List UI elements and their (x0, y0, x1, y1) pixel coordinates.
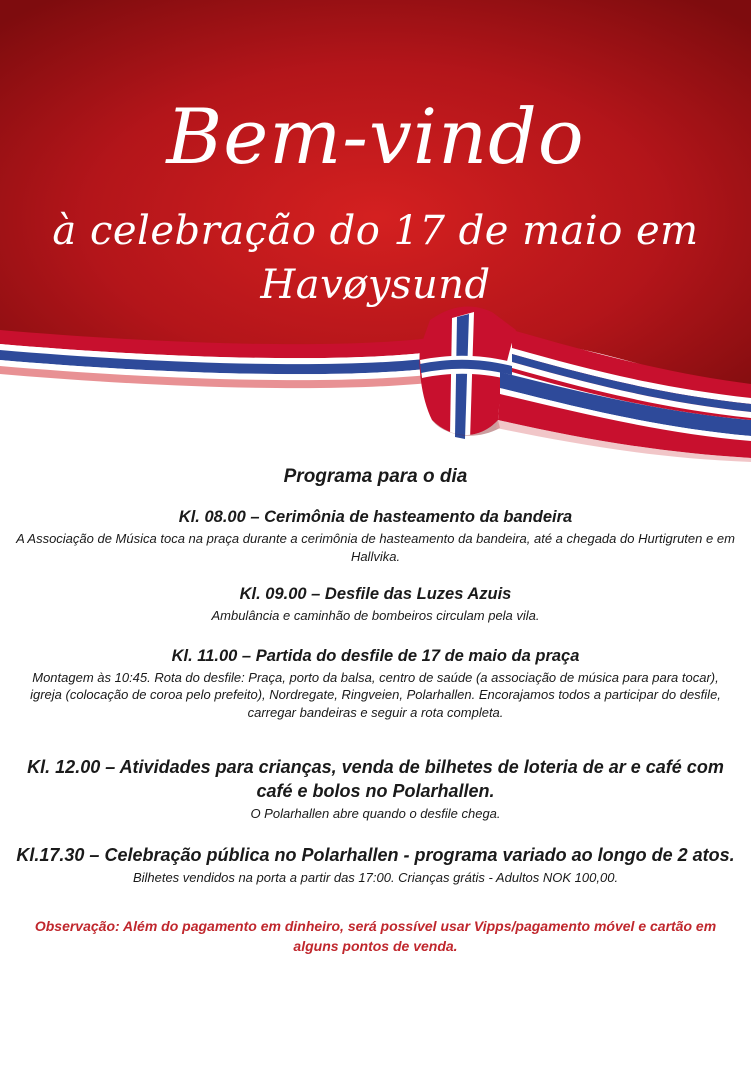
program-heading: Programa para o dia (283, 466, 468, 487)
event-description: O Polarhallen abre quando o desfile chega. (250, 806, 501, 821)
header-banner (0, 0, 751, 470)
program-section (0, 466, 751, 956)
payment-note: Observação: Além do pagamento em dinheiro, será possível usar Vipps/pagamento móvel e cartão em alguns pontos de venda. (34, 918, 717, 954)
event-title: Kl. 08.00 – Cerimônia de hasteamento da bandeira (178, 508, 573, 526)
red-background (0, 0, 751, 395)
welcome-subtitle-line1: à celebração do 17 de maio em (52, 208, 699, 254)
event-item (16, 755, 735, 823)
event-item (16, 583, 735, 625)
welcome-title: Bem-vindo (166, 92, 585, 181)
event-item (16, 506, 735, 565)
event-title: Kl.17.30 – Celebração pública no Polarhallen - programa variado ao longo de 2 atos. (16, 844, 735, 865)
welcome-subtitle-line2: Havøysund (260, 262, 491, 308)
event-item (16, 843, 735, 887)
event-description: Bilhetes vendidos na porta a partir das 17:00. Crianças grátis - Adultos NOK 100,00. (132, 869, 619, 885)
event-description: A Associação de Música toca na praça durante a cerimônia de hasteamento da bandeira, até a chegada do Hurtigruten e em Hallvika. (16, 531, 735, 564)
event-description: Ambulância e caminhão de bombeiros circulam pela vila. (211, 608, 540, 623)
event-title: Kl. 11.00 – Partida do desfile de 17 de maio da praça (171, 646, 580, 665)
event-description: Montagem às 10:45. Rota do desfile: Praça, porto da balsa, centro de saúde (a associação de música para para tocar), igreja (colocação de coroa pelo prefeito), Nordregate, Ringveien, Polarhallen. Encorajamos todos a participar do desfile, carregar bandeiras e seguir a rota completa. (30, 669, 721, 720)
event-title: Kl. 09.00 – Desfile das Luzes Azuis (239, 585, 512, 603)
event-item (16, 645, 735, 722)
event-title: Kl. 12.00 – Atividades para crianças, venda de bilhetes de loteria de ar e café com café e bolos no Polarhallen. (27, 757, 724, 801)
